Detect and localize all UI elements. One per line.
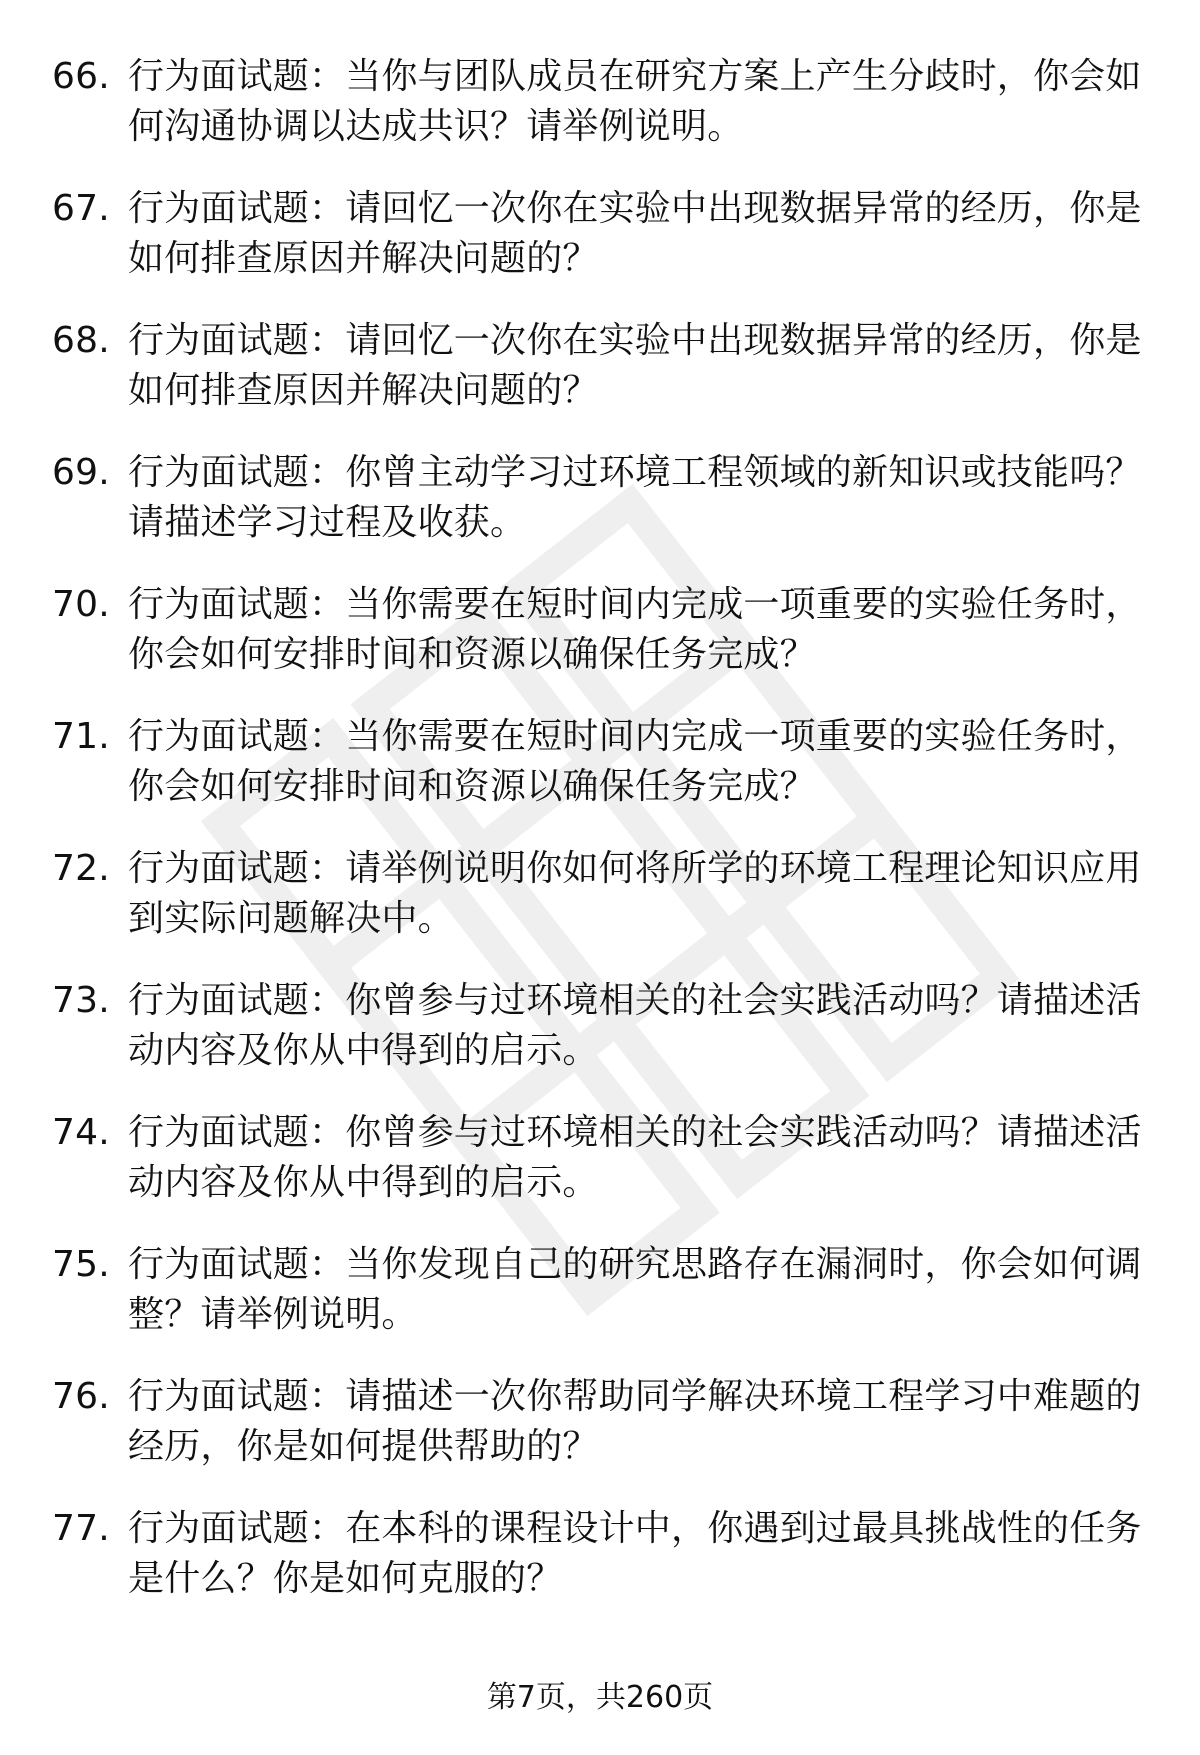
question-item (52, 844, 1156, 944)
question-number: 71. (52, 716, 110, 757)
question-item (52, 184, 1156, 284)
page-footer (0, 1678, 1200, 1718)
question-number: 68. (52, 320, 110, 361)
question-item (52, 580, 1156, 680)
question-item (52, 976, 1156, 1076)
question-number: 66. (52, 56, 110, 97)
question-text: 行为面试题：请描述一次你帮助同学解决环境工程学习中难题的经历，你是如何提供帮助的？ (128, 1376, 1142, 1467)
question-text: 行为面试题：当你需要在短时间内完成一项重要的实验任务时，你会如何安排时间和资源以确保任务完成？ (128, 584, 1142, 675)
question-list (52, 52, 1156, 1636)
question-text: 行为面试题：当你发现自己的研究思路存在漏洞时，你会如何调整？请举例说明。 (128, 1244, 1142, 1335)
question-item (52, 52, 1156, 152)
question-text: 行为面试题：请回忆一次你在实验中出现数据异常的经历，你是如何排查原因并解决问题的？ (128, 320, 1142, 411)
question-number: 76. (52, 1376, 110, 1417)
question-number: 67. (52, 188, 110, 229)
question-item (52, 316, 1156, 416)
question-text: 行为面试题：请回忆一次你在实验中出现数据异常的经历，你是如何排查原因并解决问题的？ (128, 188, 1142, 279)
question-item (52, 1504, 1156, 1604)
question-text: 行为面试题：你曾参与过环境相关的社会实践活动吗？请描述活动内容及你从中得到的启示。 (128, 1112, 1142, 1203)
question-number: 73. (52, 980, 110, 1021)
question-item (52, 1240, 1156, 1340)
question-number: 74. (52, 1112, 110, 1153)
question-number: 70. (52, 584, 110, 625)
question-text: 行为面试题：当你与团队成员在研究方案上产生分歧时，你会如何沟通协调以达成共识？请举例说明。 (128, 56, 1142, 147)
question-text: 行为面试题：请举例说明你如何将所学的环境工程理论知识应用到实际问题解决中。 (128, 848, 1142, 939)
question-number: 69. (52, 452, 110, 493)
page-number-label: 第7页，共260页 (486, 1680, 714, 1715)
question-text: 行为面试题：你曾主动学习过环境工程领域的新知识或技能吗？请描述学习过程及收获。 (128, 452, 1142, 543)
question-item (52, 712, 1156, 812)
question-item (52, 448, 1156, 548)
question-item (52, 1372, 1156, 1472)
question-number: 72. (52, 848, 110, 889)
question-number: 77. (52, 1508, 110, 1549)
question-item (52, 1108, 1156, 1208)
question-text: 行为面试题：你曾参与过环境相关的社会实践活动吗？请描述活动内容及你从中得到的启示。 (128, 980, 1142, 1071)
question-text: 行为面试题：当你需要在短时间内完成一项重要的实验任务时，你会如何安排时间和资源以确保任务完成？ (128, 716, 1142, 807)
question-number: 75. (52, 1244, 110, 1285)
question-text: 行为面试题：在本科的课程设计中，你遇到过最具挑战性的任务是什么？你是如何克服的？ (128, 1508, 1142, 1599)
